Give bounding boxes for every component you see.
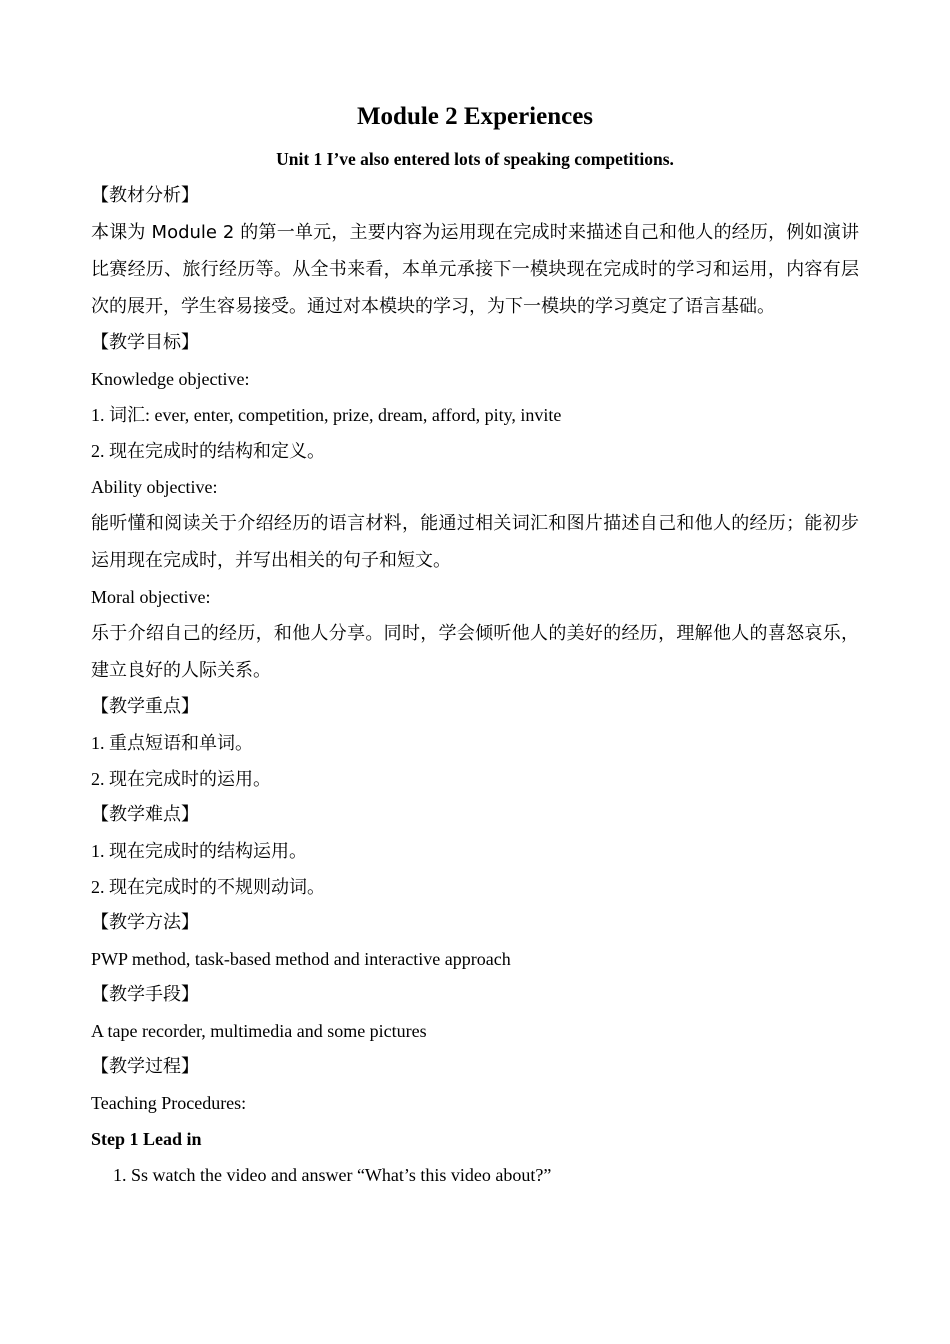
document-page — [91, 96, 859, 1193]
ability-objective-text: 能听懂和阅读关于介绍经历的语言材料，能通过相关词汇和图片描述自己和他人的经历；能初步运用现在完成时，并写出相关的句子和短文。 — [91, 513, 859, 571]
means-text: A tape recorder, multimedia and some pictures — [91, 1021, 427, 1041]
ability-objective-label: Ability objective: — [91, 477, 218, 497]
method-text: PWP method, task-based method and interactive approach — [91, 949, 511, 969]
difficult-point-2: 2. 现在完成时的不规则动词。 — [91, 877, 325, 897]
key-points-heading: 【教学重点】 — [91, 696, 199, 717]
objectives-heading: 【教学目标】 — [91, 332, 199, 353]
document-subtitle: Unit 1 I’ve also entered lots of speaking competitions. — [276, 149, 674, 169]
moral-objective-label: Moral objective: — [91, 587, 211, 607]
moral-objective-text: 乐于介绍自己的经历，和他人分享。同时，学会倾听他人的美好的经历，理解他人的喜怒哀乐，建立良好的人际关系。 — [91, 623, 859, 681]
key-point-2: 2. 现在完成时的运用。 — [91, 769, 271, 789]
knowledge-objective-label: Knowledge objective: — [91, 369, 250, 389]
procedures-label: Teaching Procedures: — [91, 1093, 247, 1113]
process-heading: 【教学过程】 — [91, 1056, 199, 1077]
knowledge-item-1: 1. 词汇: ever, enter, competition, prize, dream, afford, pity, invite — [91, 405, 562, 425]
knowledge-item-2: 2. 现在完成时的结构和定义。 — [91, 441, 325, 461]
difficult-points-heading: 【教学难点】 — [91, 804, 199, 825]
step1-item-1: 1. Ss watch the video and answer “What’s this video about?” — [113, 1165, 552, 1185]
document-title: Module 2 Experiences — [356, 103, 594, 130]
key-point-1: 1. 重点短语和单词。 — [91, 733, 253, 753]
difficult-point-1: 1. 现在完成时的结构运用。 — [91, 841, 307, 861]
analysis-heading: 【教材分析】 — [91, 185, 199, 206]
means-heading: 【教学手段】 — [91, 984, 199, 1005]
step1-heading: Step 1 Lead in — [91, 1129, 202, 1149]
method-heading: 【教学方法】 — [91, 912, 199, 933]
analysis-paragraph: 本课为 Module 2 的第一单元，主要内容为运用现在完成时来描述自己和他人的经历，例如演讲比赛经历、旅行经历等。从全书来看，本单元承接下一模块现在完成时的学习和运用，内容有层次的展开，学生容易接受。通过对本模块的学习，为下一模块的学习奠定了语言基础。 — [91, 222, 859, 317]
